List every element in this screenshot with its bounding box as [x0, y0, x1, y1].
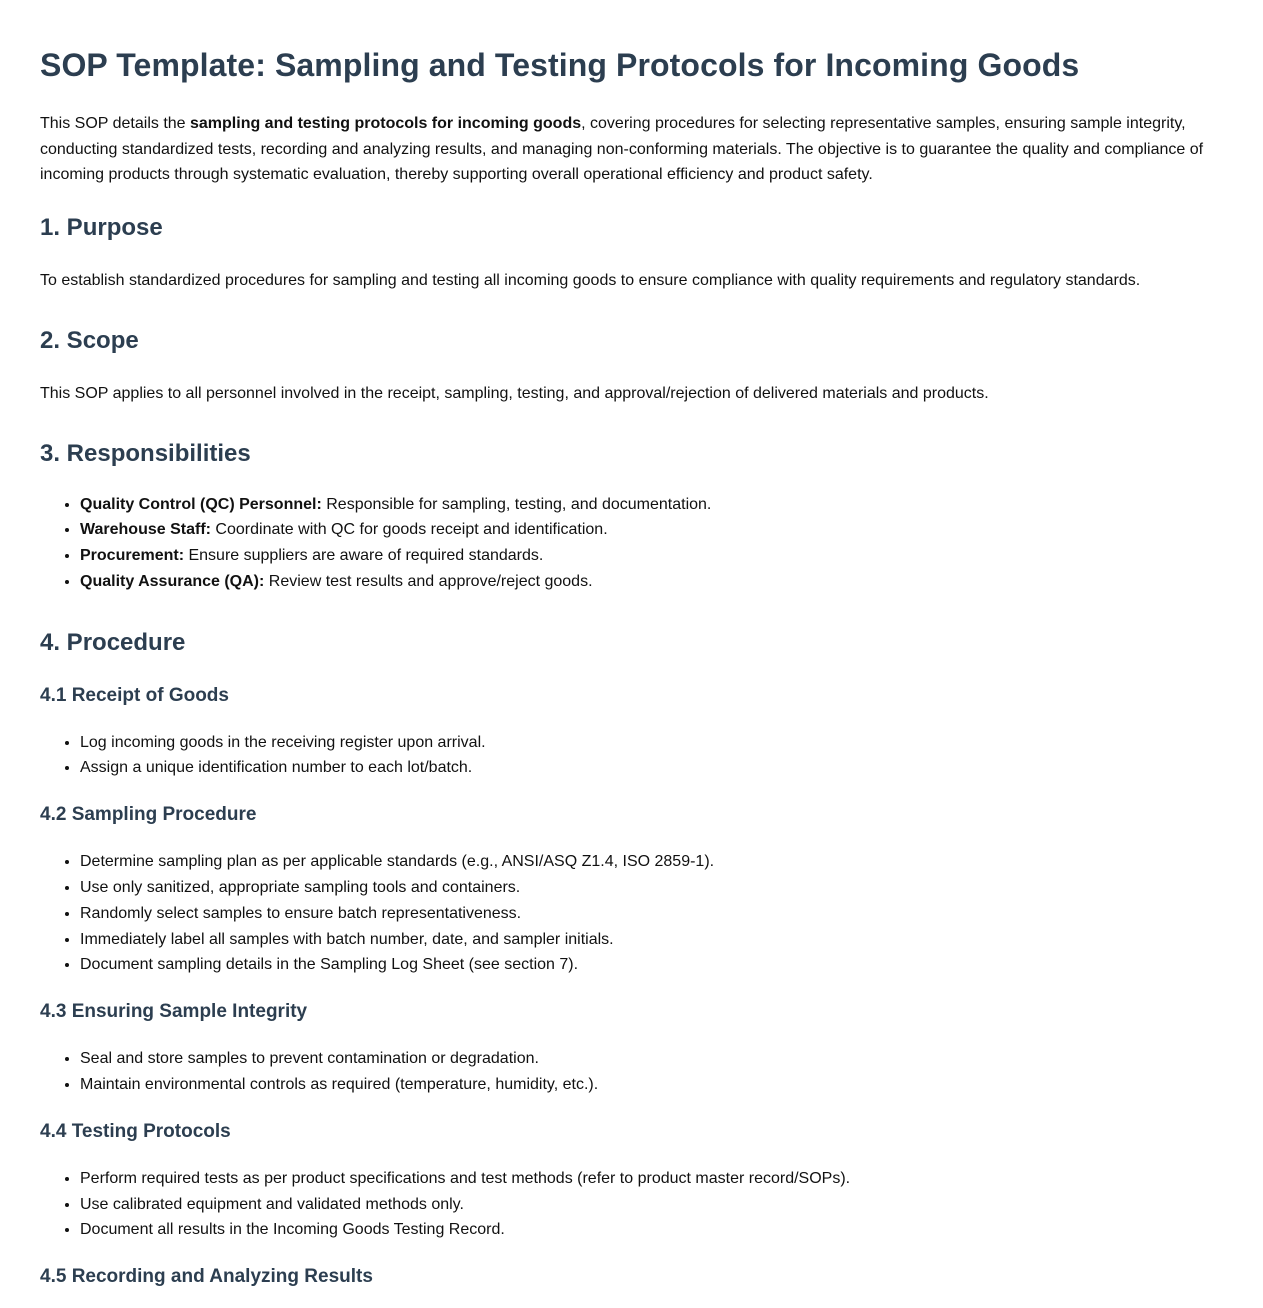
section-heading-4-1: 4.1 Receipt of Goods — [40, 684, 229, 706]
list-item: • Maintain environmental controls as required (temperature, humidity, etc.). — [80, 1072, 1223, 1098]
page-title: SOP Template: Sampling and Testing Protocols for Incoming Goods — [40, 47, 1080, 83]
role-label: Quality Control (QC) Personnel: — [80, 495, 322, 513]
role-description: Review test results and approve/reject goods. — [264, 572, 593, 590]
role-description: Ensure suppliers are aware of required standards. — [184, 547, 544, 565]
section-list-4-4 — [40, 1166, 1223, 1243]
role-label: Warehouse Staff: — [80, 521, 211, 539]
role-label: Quality Assurance (QA): — [80, 572, 265, 590]
section-heading-4-3: 4.3 Ensuring Sample Integrity — [40, 1001, 308, 1023]
list-item: • Assign a unique identification number to each lot/batch. — [80, 755, 1223, 781]
section-heading-4-2: 4.2 Sampling Procedure — [40, 804, 257, 826]
procedure-heading: 4. Procedure — [40, 628, 186, 656]
list-item — [80, 492, 1223, 518]
list-item: • Document sampling details in the Sampling Log Sheet (see section 7). — [80, 952, 1223, 978]
list-item: • Use calibrated equipment and validated methods only. — [80, 1192, 1223, 1218]
section-list-4-3 — [40, 1046, 1223, 1098]
role-label: Procurement: — [80, 547, 185, 565]
purpose-heading: 1. Purpose — [40, 213, 163, 241]
responsibilities-list — [40, 492, 1223, 595]
intro-suffix: , covering procedures for selecting representative samples, ensuring sample integrity, conducting standardized tests, recording and analyzing results, and managing non-conforming materials. The objective is to guarantee the quality and compliance of incoming products through systematic evaluation, thereby supporting overall operational efficiency and product safety. — [40, 115, 1204, 183]
scope-text: This SOP applies to all personnel involved in the receipt, sampling, testing, and approval/rejection of delivered materials and products. — [40, 384, 989, 402]
section-list-4-2 — [40, 849, 1223, 978]
section-list-4-1 — [40, 730, 1223, 782]
intro-prefix: This SOP details the — [40, 115, 190, 132]
list-item: • Log incoming goods in the receiving register upon arrival. — [80, 730, 1223, 756]
list-item: • Seal and store samples to prevent contamination or degradation. — [80, 1046, 1223, 1072]
role-description: Coordinate with QC for goods receipt and identification. — [210, 521, 608, 539]
section-heading-4-5: 4.5 Recording and Analyzing Results — [40, 1266, 373, 1288]
responsibilities-heading: 3. Responsibilities — [40, 439, 251, 467]
list-item: • Randomly select samples to ensure batch representativeness. — [80, 901, 1223, 927]
list-item: • Document all results in the Incoming Goods Testing Record. — [80, 1217, 1223, 1243]
list-item: • Determine sampling plan as per applicable standards (e.g., ANSI/ASQ Z1.4, ISO 2859-1). — [80, 849, 1223, 875]
list-item: • Immediately label all samples with batch number, date, and sampler initials. — [80, 927, 1223, 953]
intro-bold: sampling and testing protocols for incoming goods — [190, 115, 582, 132]
role-description: Responsible for sampling, testing, and documentation. — [321, 495, 712, 513]
intro-paragraph — [40, 111, 1220, 188]
section-heading-4-4: 4.4 Testing Protocols — [40, 1120, 231, 1142]
list-item — [80, 543, 1223, 569]
purpose-text: To establish standardized procedures for sampling and testing all incoming goods to ensure compliance with quality requirements and regulatory standards. — [40, 271, 1141, 289]
list-item — [80, 569, 1223, 595]
scope-heading: 2. Scope — [40, 326, 139, 354]
list-item: • Perform required tests as per product specifications and test methods (refer to product master record/SOPs). — [80, 1166, 1223, 1192]
list-item: • Use only sanitized, appropriate sampling tools and containers. — [80, 875, 1223, 901]
list-item — [80, 517, 1223, 543]
